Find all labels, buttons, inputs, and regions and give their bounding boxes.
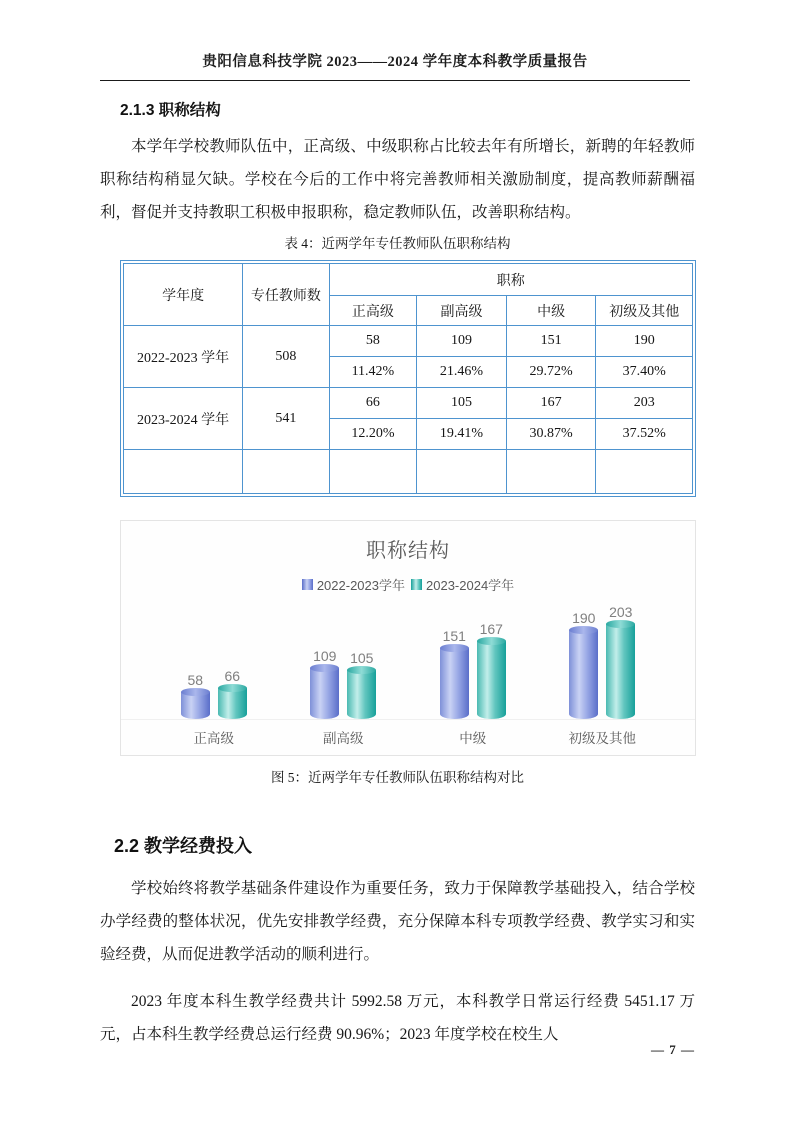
table4-cell-percent: 29.72%	[506, 357, 596, 388]
chart-bar-series2	[347, 670, 376, 719]
chart-legend	[121, 575, 695, 594]
bar-pair	[569, 604, 635, 719]
chart-title: 职称结构	[366, 540, 450, 562]
table4-cell-value: 190	[596, 326, 693, 357]
bar-holder	[440, 628, 469, 719]
legend-label: 2022-2023学年	[316, 578, 405, 593]
section-2-1-3-paragraph: 本学年学校教师队伍中，正高级、中级职称占比较去年有所增长，新聘的年轻教师职称结构稍显欠缺。学校在今后的工作中将完善教师相关激励制度，提高教师薪酬福利，督促并支持教职工积极申报职称，稳定教师队伍，改善职称结构。	[100, 138, 695, 221]
table4-border-frame	[120, 260, 696, 497]
bar-pair	[310, 648, 376, 719]
chart-bar-series1	[310, 668, 339, 719]
table4-header-col: 副高级	[417, 296, 507, 326]
bar-holder	[606, 604, 635, 719]
table4-cell-percent: 37.52%	[596, 419, 693, 450]
table4-cell-value: 66	[329, 388, 417, 419]
table4-cell-empty	[596, 450, 693, 494]
legend-item-2022-2023	[302, 575, 405, 594]
chart-bar-series1	[440, 648, 469, 719]
chart-bar-series1	[181, 692, 210, 719]
bar-value-label: 167	[479, 621, 503, 637]
bar-value-label: 190	[572, 610, 596, 626]
section-heading-2-2: 2.2 教学经费投入	[114, 836, 253, 856]
bar-pair	[181, 668, 247, 719]
chart-bar-group	[538, 604, 668, 719]
chart-bar-series2	[477, 641, 506, 719]
table4-cell-count: 508	[243, 326, 329, 388]
bar-value-label: 66	[224, 668, 241, 684]
category-label: 中级	[459, 731, 487, 746]
legend-swatch-icon	[302, 579, 313, 590]
table4-cell-year: 2023-2024 学年	[124, 388, 243, 450]
table4	[123, 263, 693, 494]
table4-cell-value: 167	[506, 388, 596, 419]
section-heading-2-1-3: 2.1.3 职称结构	[120, 102, 221, 119]
legend-label: 2023-2024学年	[426, 578, 515, 593]
table4-header-col: 初级及其他	[596, 296, 693, 326]
legend-swatch-icon	[411, 579, 422, 590]
bar-value-label: 105	[350, 650, 374, 666]
chart-bar-group	[149, 668, 279, 719]
table4-header-year: 学年度	[124, 264, 243, 326]
page-content	[100, 0, 695, 1051]
document-header-title: 贵阳信息科技学院 2023——2024 学年度本科教学质量报告	[100, 50, 690, 81]
bar-holder	[310, 648, 339, 719]
table4-cell-value: 151	[506, 326, 596, 357]
table-row-empty	[124, 450, 693, 494]
bar-holder	[477, 621, 506, 719]
chart-plot-area	[121, 594, 695, 719]
table4-cell-percent: 37.40%	[596, 357, 693, 388]
table4-cell-percent: 11.42%	[329, 357, 417, 388]
chart-bar-series1	[569, 630, 598, 719]
legend-item-2023-2024	[411, 575, 514, 594]
table4-cell-count: 541	[243, 388, 329, 450]
table4-caption: 表 4：近两学年专任教师队伍职称结构	[284, 236, 511, 251]
figure5-caption: 图 5：近两学年专任教师队伍职称结构对比	[270, 770, 525, 785]
table-row	[124, 326, 693, 357]
category-label: 副高级	[323, 731, 364, 746]
category-label: 初级及其他	[568, 731, 636, 746]
table4-cell-empty	[124, 450, 243, 494]
page-number: — 7 —	[651, 1042, 695, 1057]
bar-holder	[181, 672, 210, 719]
table4-header-title-group: 职称	[329, 264, 692, 296]
section-2-2-paragraph-1: 学校始终将教学基础条件建设作为重要任务，致力于保障教学基础投入，结合学校办学经费的整体状况，优先安排教学经费，充分保障本科专项教学经费、教学实习和实验经费，从而促进教学活动的顺利进行。	[100, 880, 695, 963]
table4-cell-empty	[243, 450, 329, 494]
bar-holder	[347, 650, 376, 719]
table4-cell-value: 109	[417, 326, 507, 357]
chart-bar-group	[279, 648, 409, 719]
chart-bar-group	[408, 621, 538, 719]
table4-cell-value: 58	[329, 326, 417, 357]
section-2-2-paragraph-2: 2023 年度本科生教学经费共计 5992.58 万元，本科教学日常运行经费 5451.17 万元，占本科生教学经费总运行经费 90.96%；2023 年度学校在校生人	[100, 993, 695, 1043]
bar-chart	[120, 520, 696, 756]
table4-header-teacher-count: 专任教师数	[243, 264, 329, 326]
table4-cell-percent: 12.20%	[329, 419, 417, 450]
table4-cell-year: 2022-2023 学年	[124, 326, 243, 388]
bar-value-label: 58	[187, 672, 204, 688]
bar-holder	[218, 668, 247, 719]
bar-value-label: 203	[609, 604, 633, 620]
table4-cell-value: 203	[596, 388, 693, 419]
table4-cell-percent: 19.41%	[417, 419, 507, 450]
chart-bar-series2	[218, 688, 247, 719]
chart-category-axis	[121, 719, 695, 749]
table-row	[124, 388, 693, 419]
bar-holder	[569, 610, 598, 719]
table4-header-col: 正高级	[329, 296, 417, 326]
chart-bar-series2	[606, 624, 635, 719]
table4-cell-empty	[329, 450, 417, 494]
table4-cell-percent: 30.87%	[506, 419, 596, 450]
category-label: 正高级	[193, 731, 234, 746]
table4-cell-value: 105	[417, 388, 507, 419]
bar-value-label: 109	[313, 648, 337, 664]
table4-header-col: 中级	[506, 296, 596, 326]
bar-pair	[440, 621, 506, 719]
bar-value-label: 151	[442, 628, 466, 644]
table4-cell-empty	[506, 450, 596, 494]
table4-cell-empty	[417, 450, 507, 494]
table4-cell-percent: 21.46%	[417, 357, 507, 388]
